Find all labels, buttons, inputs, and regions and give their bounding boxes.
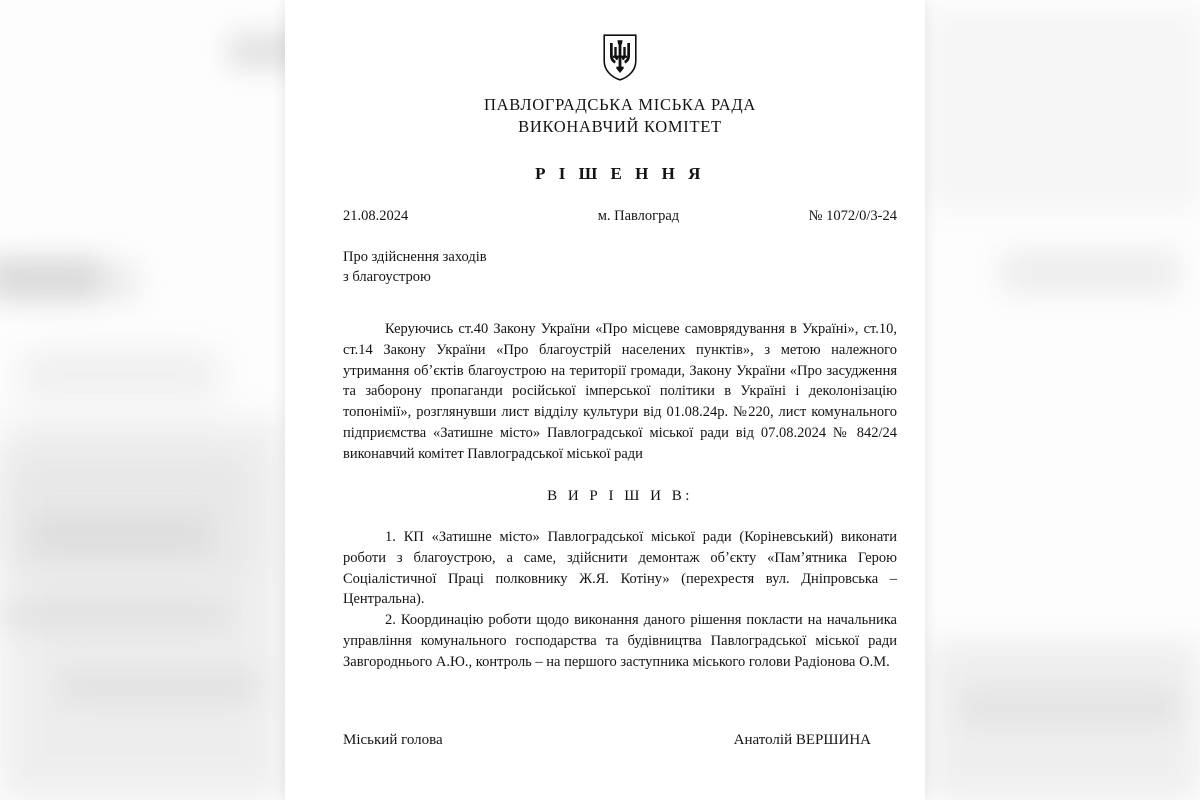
background-blur-shape bbox=[960, 690, 1180, 724]
organization-title bbox=[343, 94, 897, 138]
coat-of-arms-emblem bbox=[343, 0, 897, 86]
decision-clause-1: 1. КП «Затишне місто» Павлоградської міської ради (Корiневський) виконати роботи з благоустрою, а саме, здійснити демонтаж обʼєкту «Памʼятника Герою Соціалістичної Праці полковнику Ж.Я. Котіну» (перехрестя вул. Дніпровська –Центральна). bbox=[343, 529, 897, 608]
background-blur-shape bbox=[20, 352, 220, 398]
document-subject bbox=[343, 247, 897, 288]
document-date: 21.08.2024 bbox=[343, 207, 409, 224]
signatory-name: Анатолій ВЕРШИНА bbox=[733, 732, 871, 749]
background-blur-shape bbox=[0, 258, 100, 298]
preamble-paragraph: Керуючись ст.40 Закону України «Про місцеве самоврядування в Україні», ст.10, ст.14 Закону України «Про благоустрій населених пунктів», з метою належного утримання обʼєктів благоустрою на території громади, Закону України «Про засудження та заборону пропаганди російської імперської політики в Україні і деколонізацію топонімії», розглянувши лист відділу культури від 01.08.24р. №220, лист комунального підприємства «Затишне місто» Павлоградської міської ради від 07.08.2024 № 842/24 виконавчий комітет Павлоградської міської ради bbox=[343, 321, 897, 462]
document-kind-heading: Р І Ш Е Н Н Я bbox=[535, 163, 705, 183]
decision-clauses bbox=[343, 527, 897, 672]
document-subject-line2: з благоустрою bbox=[343, 268, 431, 285]
background-blur-shape bbox=[0, 600, 230, 630]
organization-title-line2: ВИКОНАВЧИЙ КОМІТЕТ bbox=[518, 116, 722, 136]
background-blur-shape bbox=[1000, 250, 1180, 294]
signature-block bbox=[343, 732, 897, 749]
document-number: № 1072/0/3-24 bbox=[808, 207, 897, 224]
verdict-heading: В И Р І Ш И В: bbox=[547, 488, 693, 505]
document-meta-row bbox=[343, 208, 897, 225]
ukraine-trident-icon bbox=[603, 34, 637, 81]
background-blur-shape bbox=[30, 520, 210, 554]
decision-clause-2: 2. Координацію роботи щодо виконання даного рішення покласти на начальника управління комунального господарства та будівництва Павлоградської міської ради Завгороднього А.Ю., контроль – на першого заступника міського голови Радіонова О.М. bbox=[343, 612, 897, 670]
document-subject-line1: Про здійснення заходів bbox=[343, 248, 487, 265]
signatory-title: Міський голова bbox=[343, 732, 443, 749]
organization-title-line1: ПАВЛОГРАДСЬКА МІСЬКА РАДА bbox=[484, 95, 756, 114]
document-page bbox=[285, 0, 925, 800]
background-blur-shape bbox=[930, 10, 1200, 210]
document-preamble bbox=[343, 319, 897, 464]
background-blur-shape bbox=[0, 455, 250, 575]
document-city: м. Павлоград bbox=[597, 207, 680, 224]
background-blur-shape bbox=[60, 670, 260, 704]
